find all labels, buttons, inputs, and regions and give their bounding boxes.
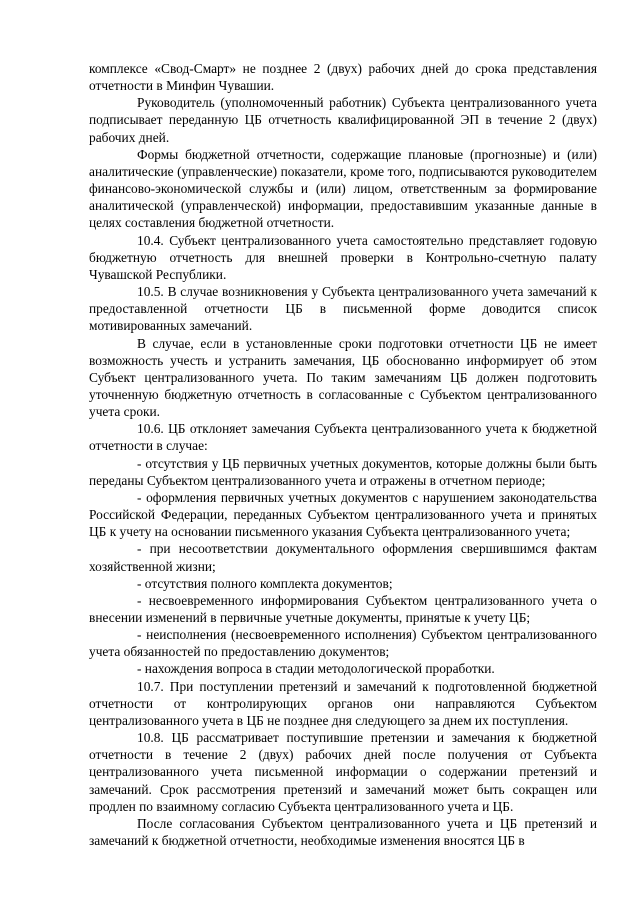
paragraph-10-4: 10.4. Субъект централизованного учета самостоятельно представляет годовую бюджетную отчетность для внешней проверки в Контрольно-счетную палату Чувашской Республики. — [89, 232, 597, 282]
list-item: - неисполнения (несвоевременного исполнения) Субъектом централизованного учета обязанностей по предоставлению документов; — [89, 627, 597, 660]
paragraph: В случае, если в установленные сроки подготовки отчетности ЦБ не имеет возможность учесть и устранить замечания, ЦБ обоснованно информирует об этом Субъект централизованного учета. По таким замечаниям ЦБ должен подготовить уточненную бюджетную отчетность в согласованные с Субъектом централизованного учета сроки. — [89, 335, 597, 420]
paragraph: После согласования Субъектом централизованного учета и ЦБ претензий и замечаний к бюджетной отчетности, необходимые изменения вносятся ЦБ в — [89, 815, 597, 849]
list-item: - отсутствия у ЦБ первичных учетных документов, которые должны были быть переданы Субъектом централизованного учета и отражены в отчетном периоде; — [89, 455, 597, 488]
list-item: - нахождения вопроса в стадии методологической проработки. — [137, 661, 495, 677]
list-item: - оформления первичных учетных документов с нарушением законодательства Российской Федерации, переданных Субъектом централизованного учета и принятых ЦБ к учету на основании письменного указания Субъекта централизованного учета; — [89, 489, 597, 540]
document-body — [89, 60, 597, 849]
list-item: - несвоевременного информирования Субъектом централизованного учета о внесении изменений в первичные учетные документы, принятые к учету ЦБ; — [89, 592, 597, 625]
paragraph-10-5: 10.5. В случае возникновения у Субъекта централизованного учета замечаний к предоставленной отчетности ЦБ в письменной форме доводится список мотивированных замечаний. — [89, 284, 597, 334]
list-item: - отсутствия полного комплекта документов; — [137, 575, 393, 591]
paragraph-10-6: 10.6. ЦБ отклоняет замечания Субъекта централизованного учета к бюджетной отчетности в случае: — [89, 421, 597, 454]
paragraph-10-7: 10.7. При поступлении претензий и замечаний к подготовленной бюджетной отчетности от контролирующих органов они направляются Субъектом централизованного учета в ЦБ не позднее дня следующего за днем их поступления. — [89, 678, 597, 728]
paragraph: комплексе «Свод-Смарт» не позднее 2 (двух) рабочих дней до срока представления отчетности в Минфин Чувашии. — [89, 61, 597, 94]
paragraph: Формы бюджетной отчетности, содержащие плановые (прогнозные) и (или) аналитические (управленческие) показатели, кроме того, подписываются руководителем финансово-экономической службы и (или) лицом, ответственным за формирование аналитической (управленческой) информации, предоставившим указанные данные в целях составления бюджетной отчетности. — [89, 146, 597, 231]
paragraph: Руководитель (уполномоченный работник) Субъекта централизованного учета подписывает переданную ЦБ отчетность квалифицированной ЭП в течение 2 (двух) рабочих дней. — [89, 95, 597, 145]
paragraph-10-8: 10.8. ЦБ рассматривает поступившие претензии и замечания к бюджетной отчетности в течение 2 (двух) рабочих дней после получения от Субъекта централизованного учета письменной информации о содержании претензий и замечаний. Срок рассмотрения претензий и замечаний может быть сокращен или продлен по взаимному согласию Субъекта централизованного учета и ЦБ. — [89, 730, 597, 814]
list-item: - при несоответствии документального оформления свершившимся фактам хозяйственной жизни; — [89, 541, 597, 574]
